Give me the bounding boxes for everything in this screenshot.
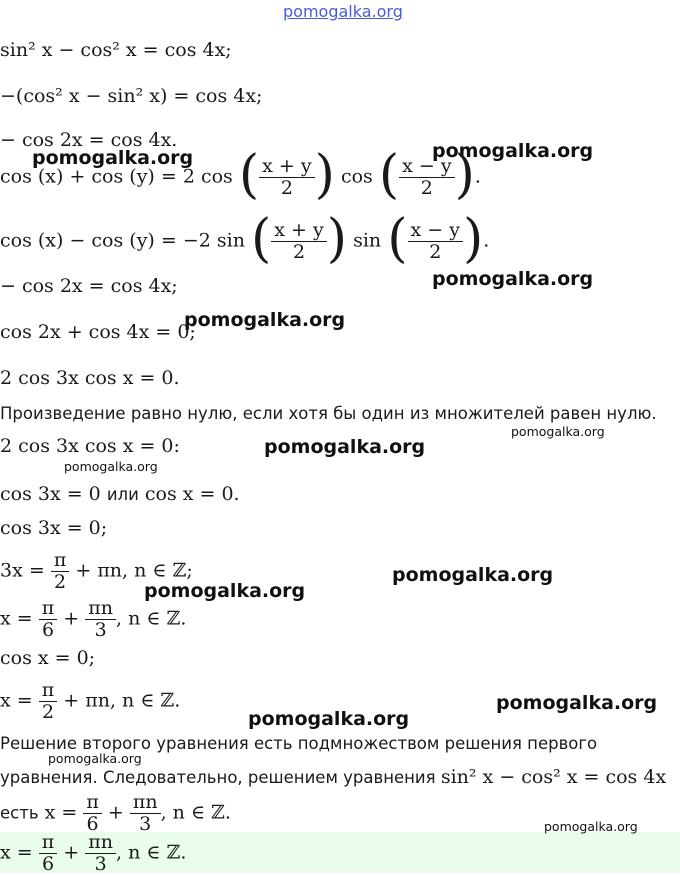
conjunction-text: или [106,485,139,504]
fraction-denominator: 2 [41,701,55,723]
equation-part: , n ∈ ℤ. [160,801,231,824]
fraction [85,598,116,641]
formula-left: cos (x) − cos (y) = −2 sin [0,229,245,252]
fraction [51,550,70,593]
fraction [399,156,454,199]
watermark-top-link[interactable]: pomogalka.org [283,2,403,21]
fraction-denominator: 6 [86,813,99,835]
equation-line-1: sin² x − cos² x = cos 4x; [0,39,232,61]
fraction-numerator: π [39,598,58,620]
fraction-denominator: 2 [420,177,433,199]
watermark: pomogalka.org [432,140,594,162]
explanation-text-3 [0,765,666,790]
equation-part: + πn, n ∈ ℤ. [63,689,181,712]
equation-part: cos x = 0. [144,483,240,505]
explanation-text-4 [0,792,231,835]
fraction-numerator: π [51,550,70,572]
equation-part: , n ∈ ℤ. [115,841,187,864]
watermark: pomogalka.org [392,564,554,586]
paren-open: ( [378,144,400,205]
equation-line-13 [0,598,186,641]
watermark: pomogalka.org [432,268,594,290]
fraction [259,156,314,199]
text-part: есть [0,803,39,823]
equation-part: x = [0,689,33,712]
formula-end: . [483,229,490,252]
equation-line-6: − cos 2x = cos 4x; [0,275,178,297]
explanation-text-1: Произведение равно нулю, если хотя бы один из множителей равен нулю. [0,404,657,423]
formula-left: cos (x) + cos (y) = 2 cos [0,165,233,188]
fraction [39,598,58,641]
fraction [83,792,102,835]
text-part: уравнения. Следовательно, решением уравнения [0,768,436,787]
paren-close: ) [454,144,475,205]
equation-part: + [63,841,80,864]
watermark: pomogalka.org [496,692,658,714]
paren-close: ) [462,208,484,269]
equation-part: + [107,801,124,824]
formula-mid: sin [353,229,382,252]
fraction-numerator: x + y [259,156,314,178]
watermark: pomogalka.org [144,580,306,602]
fraction-numerator: x + y [271,220,326,242]
fraction [39,680,58,723]
fraction-numerator: π [39,832,58,854]
equation-line-9: 2 cos 3x cos x = 0: [0,435,180,457]
formula-end: . [474,165,481,188]
equation-part: x = [0,607,33,630]
paren-open: ( [387,208,408,269]
equation-line-7: cos 2x + cos 4x = 0; [0,321,196,343]
fraction-numerator: x − y [399,156,454,178]
paren-close: ) [314,144,335,205]
fraction-numerator: x − y [408,220,463,242]
equation-part: cos 3x = 0 [0,483,101,505]
equation-part: , n ∈ ℤ. [115,607,187,630]
watermark: pomogalka.org [64,459,158,474]
fraction [408,220,463,263]
fraction-denominator: 6 [41,853,55,875]
watermark: pomogalka.org [184,309,346,331]
inline-equation: sin² x − cos² x = cos 4x [440,766,667,788]
fraction-numerator: πn [130,792,161,814]
fraction-denominator: 2 [54,571,67,593]
paren-close: ) [326,208,348,269]
fraction [271,220,326,263]
fraction [85,832,116,875]
equation-line-11: cos 3x = 0; [0,517,108,539]
fraction-denominator: 2 [280,177,293,199]
fraction-numerator: π [39,680,58,702]
fraction-denominator: 6 [41,619,55,641]
equation-part: 3x = [0,559,45,582]
watermark: pomogalka.org [264,436,426,458]
equation-line-8: 2 cos 3x cos x = 0. [0,367,180,389]
paren-open: ( [251,208,272,269]
equation-part: + [63,607,80,630]
fraction-numerator: πn [85,598,116,620]
fraction-denominator: 3 [139,813,152,835]
equation-line-12 [0,550,193,593]
watermark: pomogalka.org [248,708,410,730]
fraction-denominator: 2 [292,241,306,263]
watermark: pomogalka.org [544,819,638,834]
watermark: pomogalka.org [511,424,605,439]
equation-part: x = [44,801,78,824]
equation-part: x = [0,841,33,864]
paren-open: ( [238,144,260,205]
formula-mid: cos [340,165,373,188]
explanation-text-2: Решение второго уравнения есть подмножеством решения первого [0,734,598,753]
fraction-numerator: π [83,792,102,814]
equation-line-15 [0,680,180,723]
watermark: pomogalka.org [32,147,194,169]
fraction-denominator: 3 [94,853,107,875]
equation-part: + πn, n ∈ ℤ; [75,559,193,582]
final-answer [0,832,186,875]
watermark: pomogalka.org [48,751,142,766]
fraction [130,792,161,835]
formula-sum-of-cosines [0,144,481,205]
fraction-denominator: 2 [429,241,442,263]
equation-line-10 [0,482,240,507]
fraction-numerator: πn [85,832,116,854]
equation-line-3: − cos 2x = cos 4x. [0,129,178,151]
equation-line-2: −(cos² x − sin² x) = cos 4x; [0,85,263,107]
fraction-denominator: 3 [94,619,107,641]
formula-difference-of-cosines [0,208,490,269]
equation-line-14: cos x = 0; [0,647,96,669]
fraction [39,832,58,875]
